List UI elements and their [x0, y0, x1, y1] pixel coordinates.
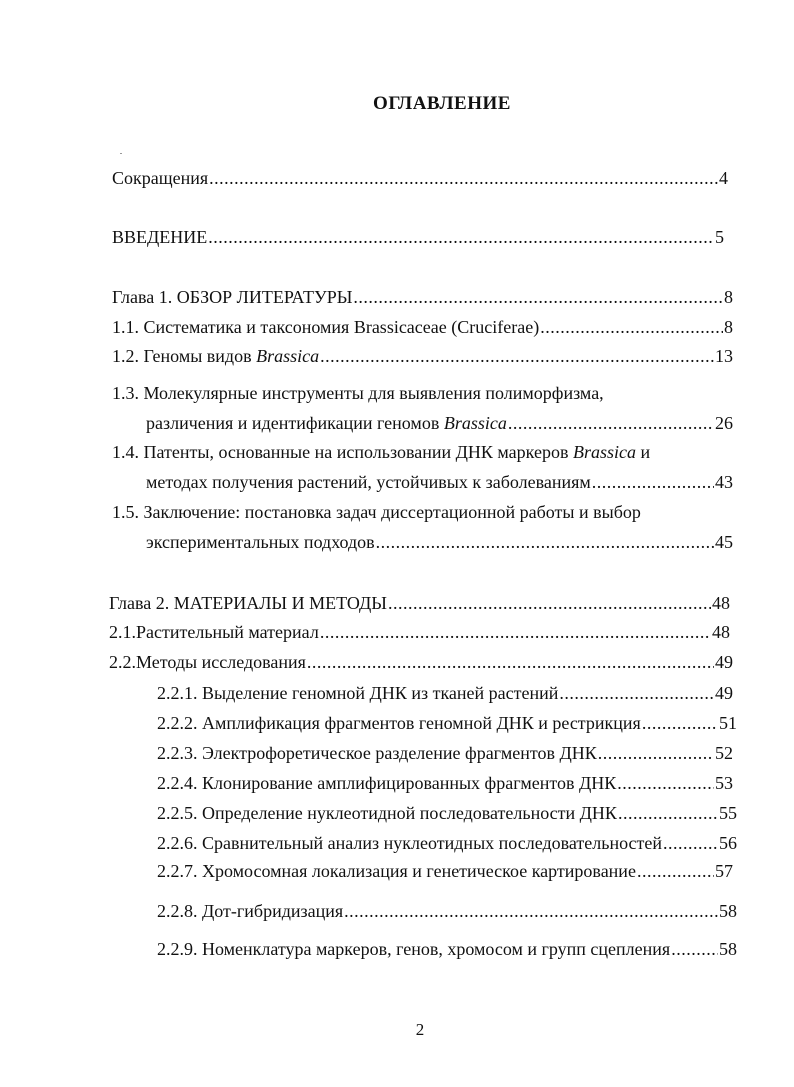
toc-entry-2-2-8[interactable] [157, 900, 737, 922]
toc-page-number: 43 [715, 472, 733, 492]
toc-entry-title: методах получения растений, устойчивых к заболеваниям [146, 472, 591, 492]
toc-entry-2-2-1[interactable] [157, 682, 733, 704]
toc-entry-1-3-line1[interactable]: 1.3. Молекулярные инструменты для выявления полиморфизма, [112, 383, 604, 403]
toc-entry-text: различения и идентификации геномов [146, 413, 444, 433]
toc-page-number: 13 [715, 346, 733, 366]
toc-entry-1-1[interactable] [112, 316, 733, 338]
genus-name: Brassica [256, 346, 320, 366]
dot-leader [617, 772, 714, 794]
toc-entry-2-2-9[interactable] [157, 938, 737, 960]
toc-entry-title: Глава 2. МАТЕРИАЛЫ И МЕТОДЫ [109, 593, 387, 613]
dot-leader [642, 712, 718, 734]
toc-page-number: 4 [719, 168, 728, 188]
toc-entry-title: Глава 1. ОБЗОР ЛИТЕРАТУРЫ [112, 287, 353, 307]
toc-page-number: 51 [719, 713, 737, 733]
dot-leader [209, 167, 718, 189]
toc-entry-2-2-7[interactable] [157, 860, 733, 882]
genus-name: Brassica [572, 442, 636, 462]
toc-page-number: 58 [719, 901, 737, 921]
dot-leader [592, 471, 714, 493]
scan-speck [120, 153, 122, 154]
toc-entry-1-2[interactable] [112, 345, 733, 367]
toc-entry-title: 2.2.8. Дот-гибридизация [157, 901, 344, 921]
toc-entry-title: экспериментальных подходов [146, 532, 375, 552]
page-number: 2 [415, 1020, 425, 1039]
toc-entry-1-4[interactable] [146, 471, 733, 493]
toc-page-number: 53 [715, 773, 733, 793]
dot-leader [208, 226, 714, 248]
toc-page-number: 48 [712, 593, 730, 613]
dot-leader [353, 286, 723, 308]
toc-entry-1-5-line1[interactable]: 1.5. Заключение: постановка задач диссертационной работы и выбор [112, 502, 641, 522]
toc-heading: ОГЛАВЛЕНИЕ [373, 93, 511, 114]
toc-page-number: 8 [724, 287, 733, 307]
toc-page-number: 48 [712, 622, 730, 642]
toc-entry-title: 2.2.9. Номенклатура маркеров, генов, хромосом и групп сцепления [157, 939, 671, 959]
toc-entry-title: 2.2.7. Хромосомная локализация и генетическое картирование [157, 861, 636, 881]
genus-name: Brassica [443, 413, 507, 433]
dot-leader [320, 345, 714, 367]
toc-page-number: 45 [715, 532, 733, 552]
toc-entry-title: 2.2.2. Амплификация фрагментов геномной ДНК и рестрикция [157, 713, 641, 733]
dot-leader [671, 938, 718, 960]
toc-entry-title: Растительный материал [136, 622, 319, 642]
toc-entry-title: 2.2.1. Выделение геномной ДНК из тканей растений [157, 683, 559, 703]
toc-entry-title [146, 412, 507, 434]
dot-leader [388, 592, 711, 614]
toc-entry-title: 2.2.4. Клонирование амплифицированных фрагментов ДНК [157, 773, 617, 793]
toc-page-number: 57 [715, 861, 733, 881]
toc-entry-text: и [635, 442, 651, 462]
toc-entry-chapter-1[interactable] [112, 286, 733, 308]
dot-leader [344, 900, 718, 922]
toc-entry-1-4-line1[interactable] [112, 441, 650, 463]
section-number: 2.1. [109, 622, 136, 642]
toc-entry-2-1[interactable] [109, 621, 730, 643]
toc-page-number: 26 [715, 413, 733, 433]
dot-leader [663, 832, 718, 854]
toc-entry-2-2-2[interactable] [157, 712, 737, 734]
toc-entry-title: Методы исследования [136, 652, 306, 672]
toc-page-number: 5 [715, 227, 724, 247]
toc-page-number: 58 [719, 939, 737, 959]
dot-leader [540, 316, 723, 338]
toc-entry-1-3[interactable] [146, 412, 733, 434]
dot-leader [618, 802, 718, 824]
toc-entry-introduction[interactable] [112, 226, 724, 248]
toc-entry-text: 1.4. Патенты, основанные на использовании ДНК маркеров [112, 442, 573, 462]
toc-page-number: 56 [719, 833, 737, 853]
toc-entry-2-2-4[interactable] [157, 772, 733, 794]
dot-leader [376, 531, 714, 553]
section-number: 2.2. [109, 652, 136, 672]
toc-entry-title [112, 345, 319, 367]
toc-entry-chapter-2[interactable] [109, 592, 730, 614]
toc-entry-2-2[interactable] [109, 651, 733, 673]
dot-leader [637, 860, 714, 882]
dot-leader [559, 682, 714, 704]
toc-page-number: 49 [715, 652, 733, 672]
toc-entry-title: 2.2.5. Определение нуклеотидной последовательности ДНК [157, 803, 617, 823]
toc-entry-title: Сокращения [112, 168, 209, 188]
toc-page-number: 55 [719, 803, 737, 823]
dot-leader [598, 742, 714, 764]
toc-entry-title: ВВЕДЕНИЕ [112, 227, 208, 247]
dot-leader [320, 621, 711, 643]
toc-entry-title: 1.1. Систематика и таксономия Brassicaceae (Cruciferae) [112, 317, 540, 337]
toc-entry-2-2-5[interactable] [157, 802, 737, 824]
toc-entry-title: 2.2.6. Сравнительный анализ нуклеотидных последовательностей [157, 833, 663, 853]
toc-page-number: 49 [715, 683, 733, 703]
toc-entry-text: 1.2. Геномы видов [112, 346, 257, 366]
toc-entry-2-2-6[interactable] [157, 832, 737, 854]
toc-entry-2-2-3[interactable] [157, 742, 733, 764]
dot-leader [307, 651, 714, 673]
toc-entry-abbreviations[interactable] [112, 167, 728, 189]
dot-leader [508, 412, 714, 434]
toc-page-number: 52 [715, 743, 733, 763]
toc-entry-title: 2.2.3. Электрофоретическое разделение фрагментов ДНК [157, 743, 597, 763]
toc-entry-1-5[interactable] [146, 531, 733, 553]
toc-page-number: 8 [724, 317, 733, 337]
